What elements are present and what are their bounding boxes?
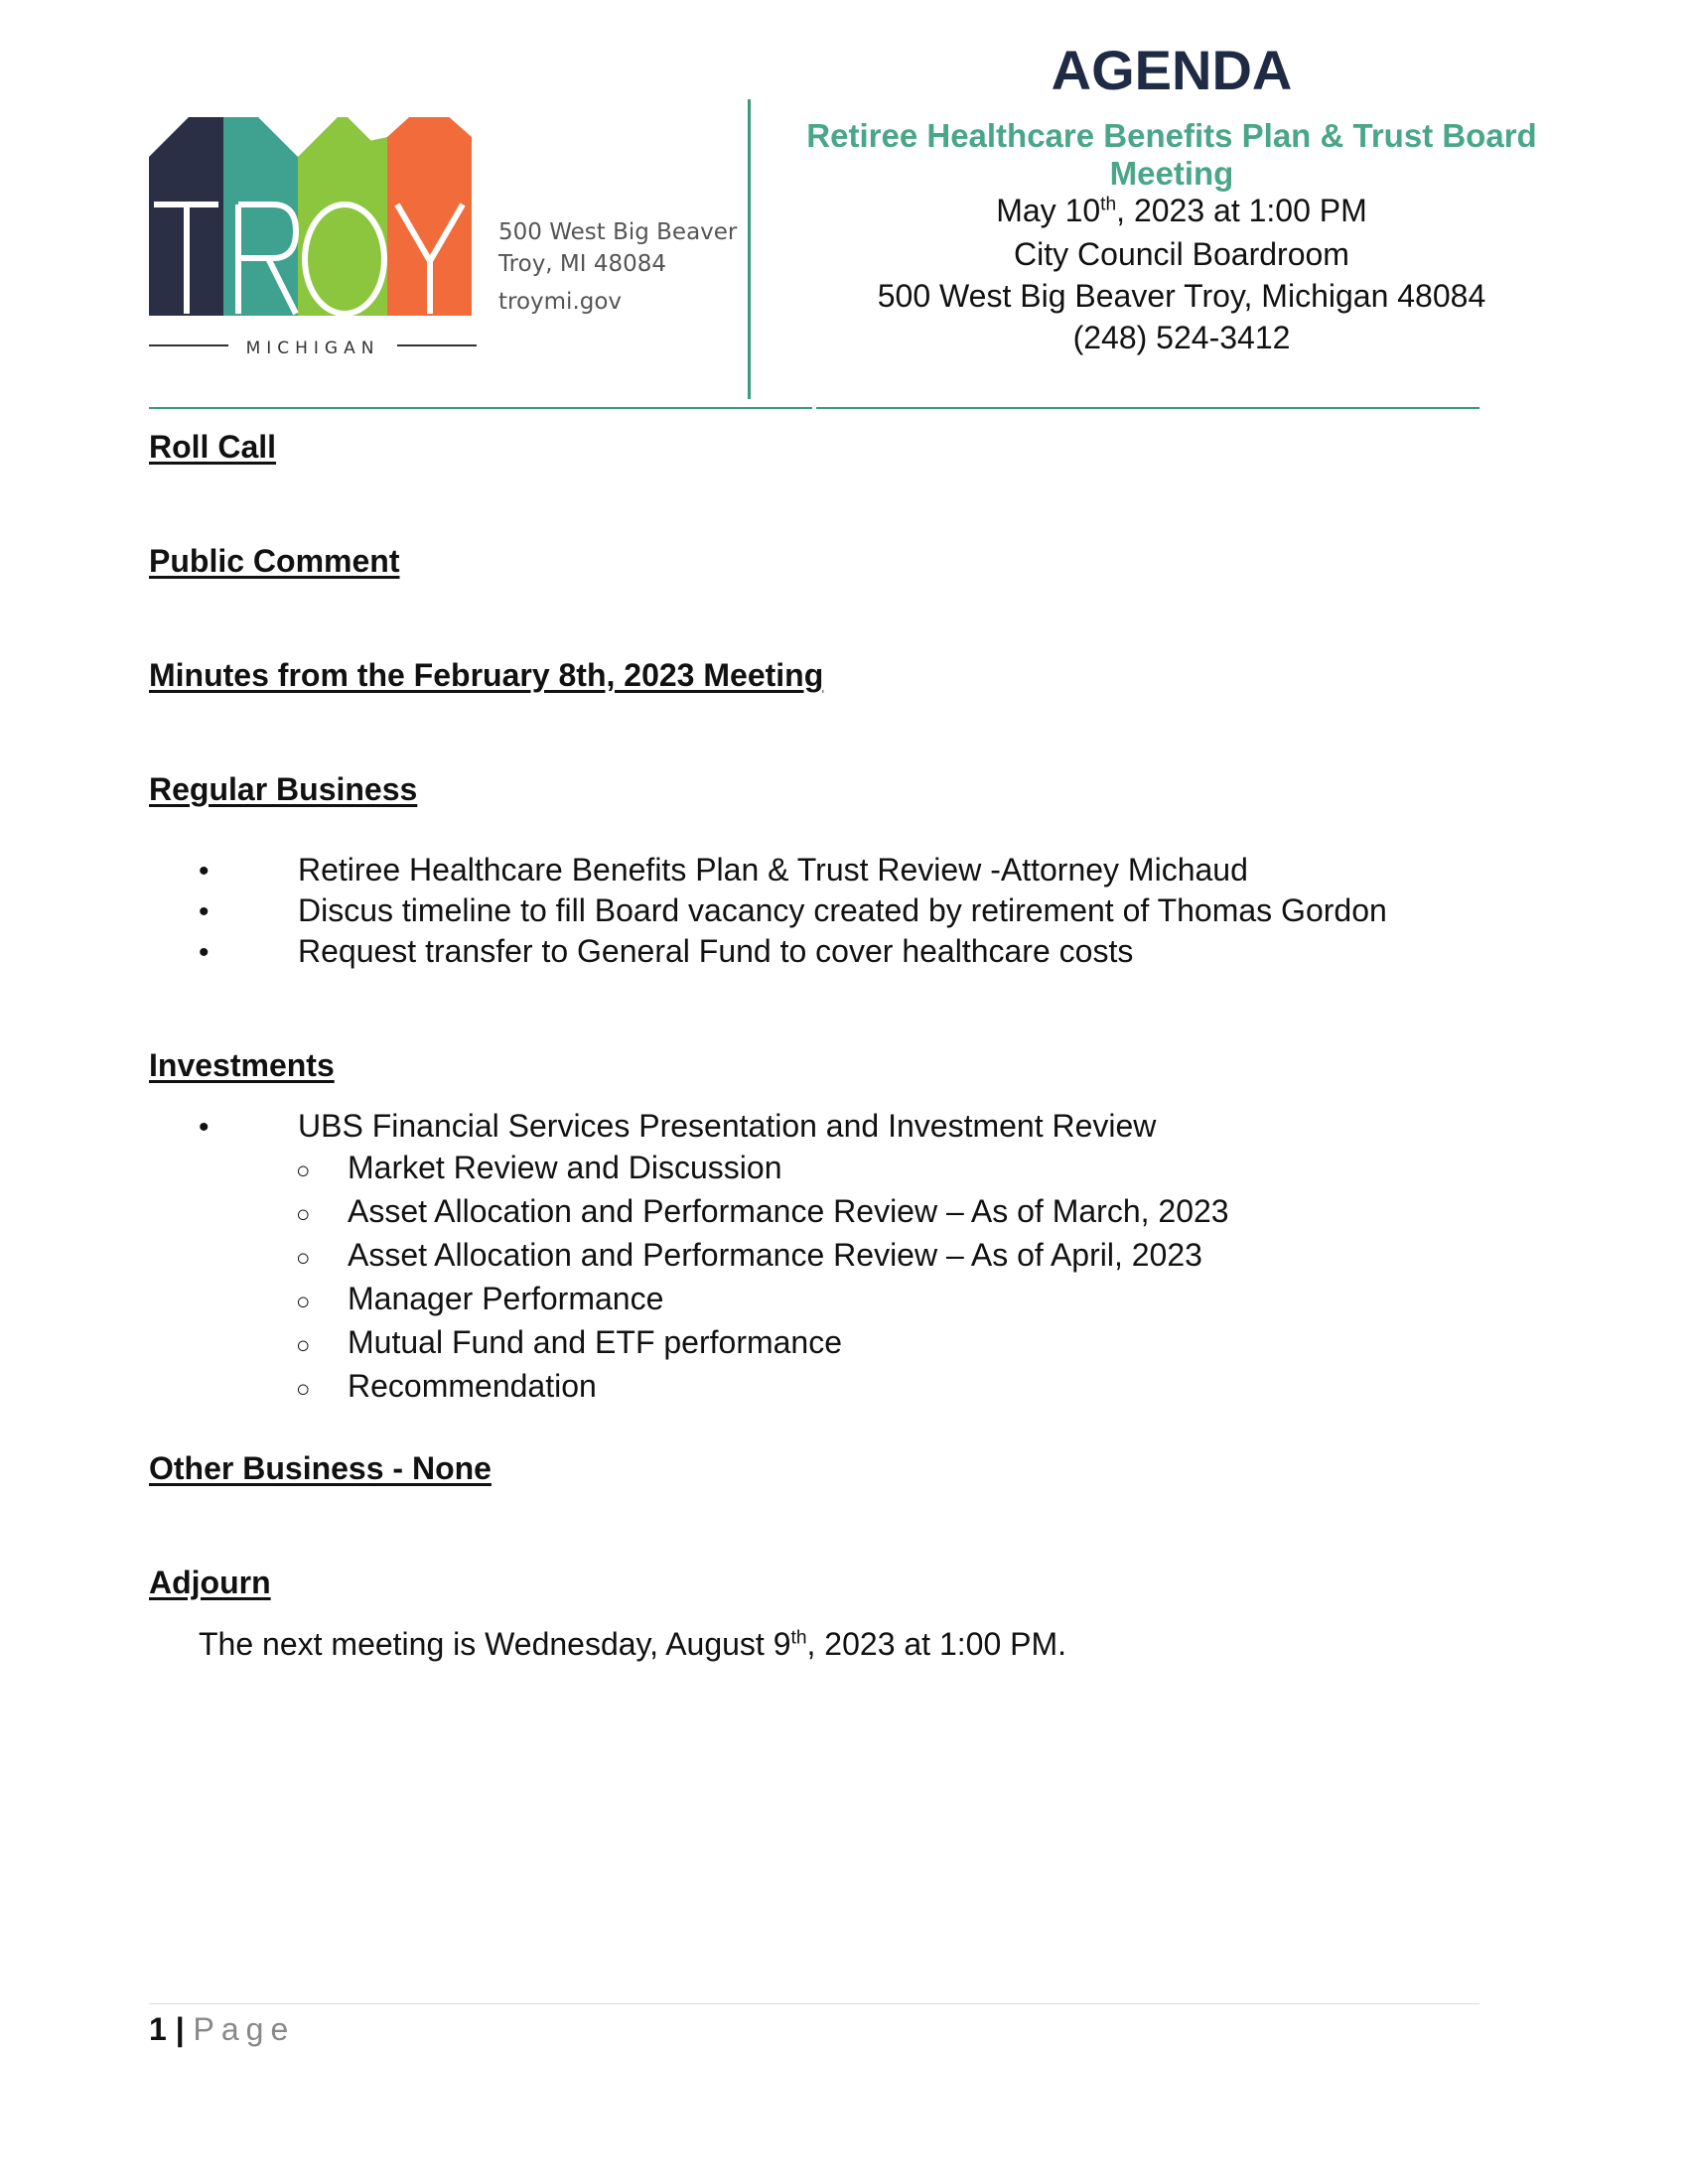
header-divider	[748, 99, 751, 399]
logo-sub-text: MICHIGAN	[245, 339, 380, 355]
website-link[interactable]: troymi.gov	[498, 289, 623, 315]
sub-list-item: ○ Asset Allocation and Performance Review – As of April, 2023	[296, 1237, 1202, 1273]
page-separator: |	[166, 2011, 194, 2047]
list-item: • Discus timeline to fill Board vacancy created by retirement of Thomas Gordon	[199, 892, 1387, 928]
next-meeting-text: The next meeting is Wednesday, August 9th, 2023 at 1:00 PM.	[199, 1626, 1067, 1662]
troy-michigan-logo	[149, 117, 477, 355]
sub-list-item: ○ Asset Allocation and Performance Review – As of March, 2023	[296, 1193, 1229, 1229]
sub-list-item: ○ Mutual Fund and ETF performance	[296, 1324, 843, 1360]
page-label: Page	[193, 2011, 296, 2047]
section-investments: Investments	[149, 1047, 335, 1083]
section-roll-call: Roll Call	[149, 429, 277, 465]
meeting-phone: (248) 524-3412	[1072, 320, 1291, 355]
section-public-comment: Public Comment	[149, 543, 400, 579]
list-item: • Request transfer to General Fund to cover healthcare costs	[199, 933, 1134, 969]
agenda-title: AGENDA	[1051, 39, 1293, 101]
header-rule-left	[149, 407, 812, 409]
section-minutes: Minutes from the February 8th, 2023 Meeting	[149, 657, 824, 693]
list-item: • Retiree Healthcare Benefits Plan & Trust Review -Attorney Michaud	[199, 852, 1248, 887]
section-other-business: Other Business - None	[149, 1450, 492, 1486]
sub-list-item: ○ Market Review and Discussion	[296, 1150, 782, 1185]
meeting-location: City Council Boardroom	[1014, 236, 1349, 272]
meeting-address: 500 West Big Beaver Troy, Michigan 48084	[877, 278, 1486, 314]
section-regular-business: Regular Business	[149, 771, 418, 807]
meeting-date: May 10th, 2023 at 1:00 PM	[996, 193, 1367, 228]
list-item: • UBS Financial Services Presentation and Investment Review	[199, 1108, 1157, 1144]
meeting-title-line-2: Meeting	[1109, 155, 1234, 192]
sub-list-item: ○ Recommendation	[296, 1368, 597, 1404]
page-footer	[149, 2011, 295, 2048]
address-line-1: 500 West Big Beaver	[498, 219, 738, 245]
footer-rule	[149, 2003, 1479, 2004]
header-rule-right	[816, 407, 1479, 409]
page-number: 1	[149, 2011, 167, 2047]
sub-list-item: ○ Manager Performance	[296, 1281, 664, 1316]
section-adjourn: Adjourn	[149, 1565, 271, 1600]
meeting-title-line-1: Retiree Healthcare Benefits Plan & Trust Board	[806, 117, 1537, 154]
logo-house-teal	[223, 117, 298, 316]
address-line-2: Troy, MI 48084	[498, 251, 667, 277]
